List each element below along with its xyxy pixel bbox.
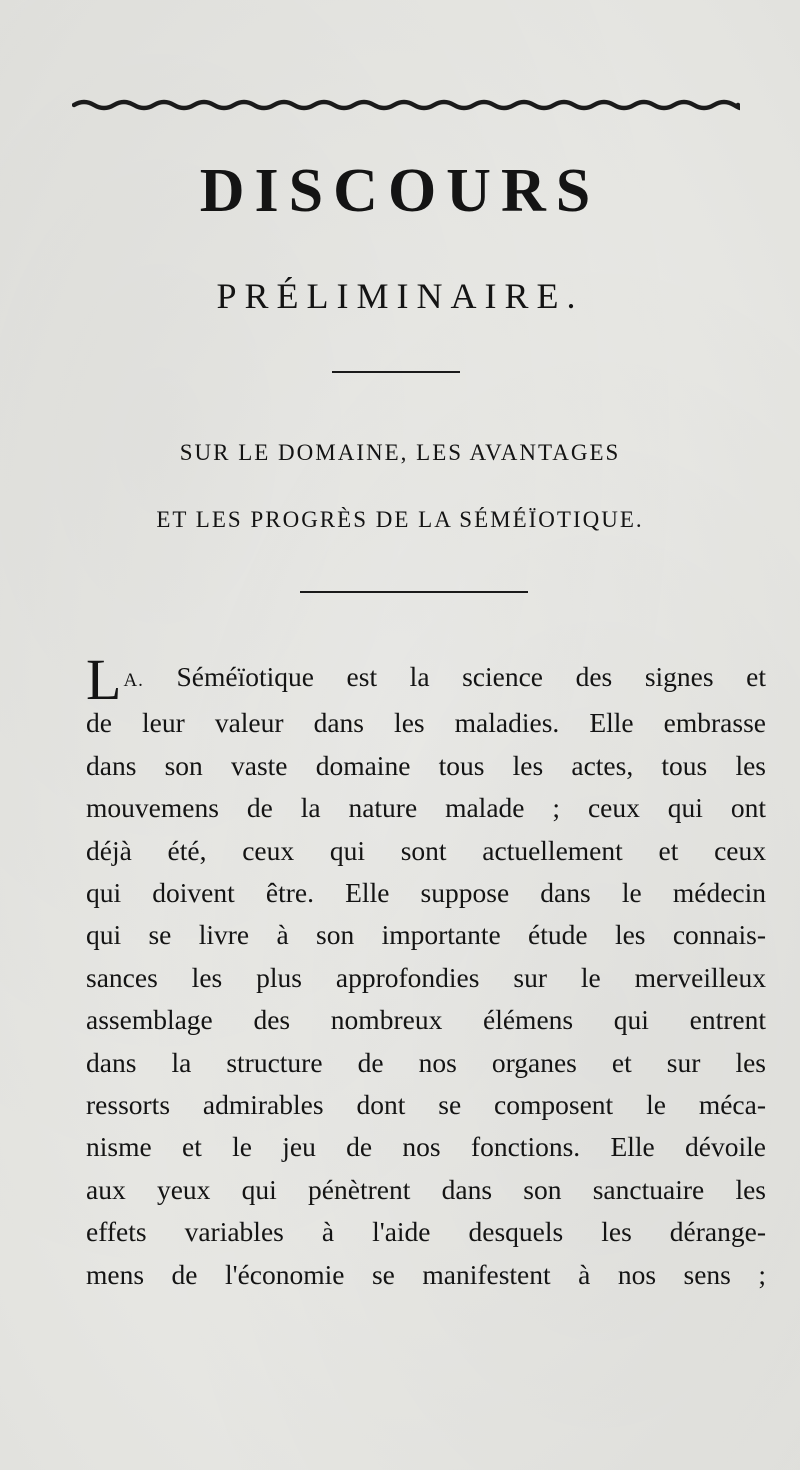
body-paragraph — [86, 647, 766, 1296]
text-line: sances les plus approfondies sur le merveilleux — [86, 961, 766, 993]
wave-ornament — [72, 92, 740, 118]
lead-letters: A. — [123, 670, 144, 691]
text-line: mens de l'économie se manifestent à nos sens ; — [86, 1258, 766, 1290]
text-line: mouvemens de la nature malade ; ceux qui ont — [86, 792, 766, 824]
text-line: dans la structure de nos organes et sur les — [86, 1046, 766, 1078]
text-line-content: Séméïotique est la science des signes et — [176, 661, 766, 692]
text-line: ressorts admirables dont se composent le méca- — [86, 1089, 766, 1121]
text-line: nisme et le jeu de nos fonctions. Elle dévoile — [86, 1131, 766, 1163]
text-line — [86, 647, 766, 712]
divider-bottom — [300, 591, 528, 593]
text-line: de leur valeur dans les maladies. Elle embrasse — [86, 707, 766, 739]
text-line: qui doivent être. Elle suppose dans le médecin — [86, 877, 766, 909]
section-title-line-2: ET LES PROGRÈS DE LA SÉMÉÏOTIQUE. — [156, 507, 644, 532]
page-subtitle: PRÉLIMINAIRE. — [216, 276, 584, 316]
text-line: effets variables à l'aide desquels les dérange- — [86, 1216, 766, 1248]
divider-top — [332, 371, 460, 373]
section-title-line-1: SUR LE DOMAINE, LES AVANTAGES — [179, 440, 621, 465]
page-title: DISCOURS — [199, 157, 601, 225]
text-line: aux yeux qui pénètrent dans son sanctuaire les — [86, 1173, 766, 1205]
text-line: assemblage des nombreux élémens qui entrent — [86, 1004, 766, 1036]
text-line: qui se livre à son importante étude les connais- — [86, 919, 766, 951]
text-line: dans son vaste domaine tous les actes, tous les — [86, 749, 766, 781]
text-line: déjà été, ceux qui sont actuellement et ceux — [86, 834, 766, 866]
drop-cap: L — [86, 647, 122, 712]
